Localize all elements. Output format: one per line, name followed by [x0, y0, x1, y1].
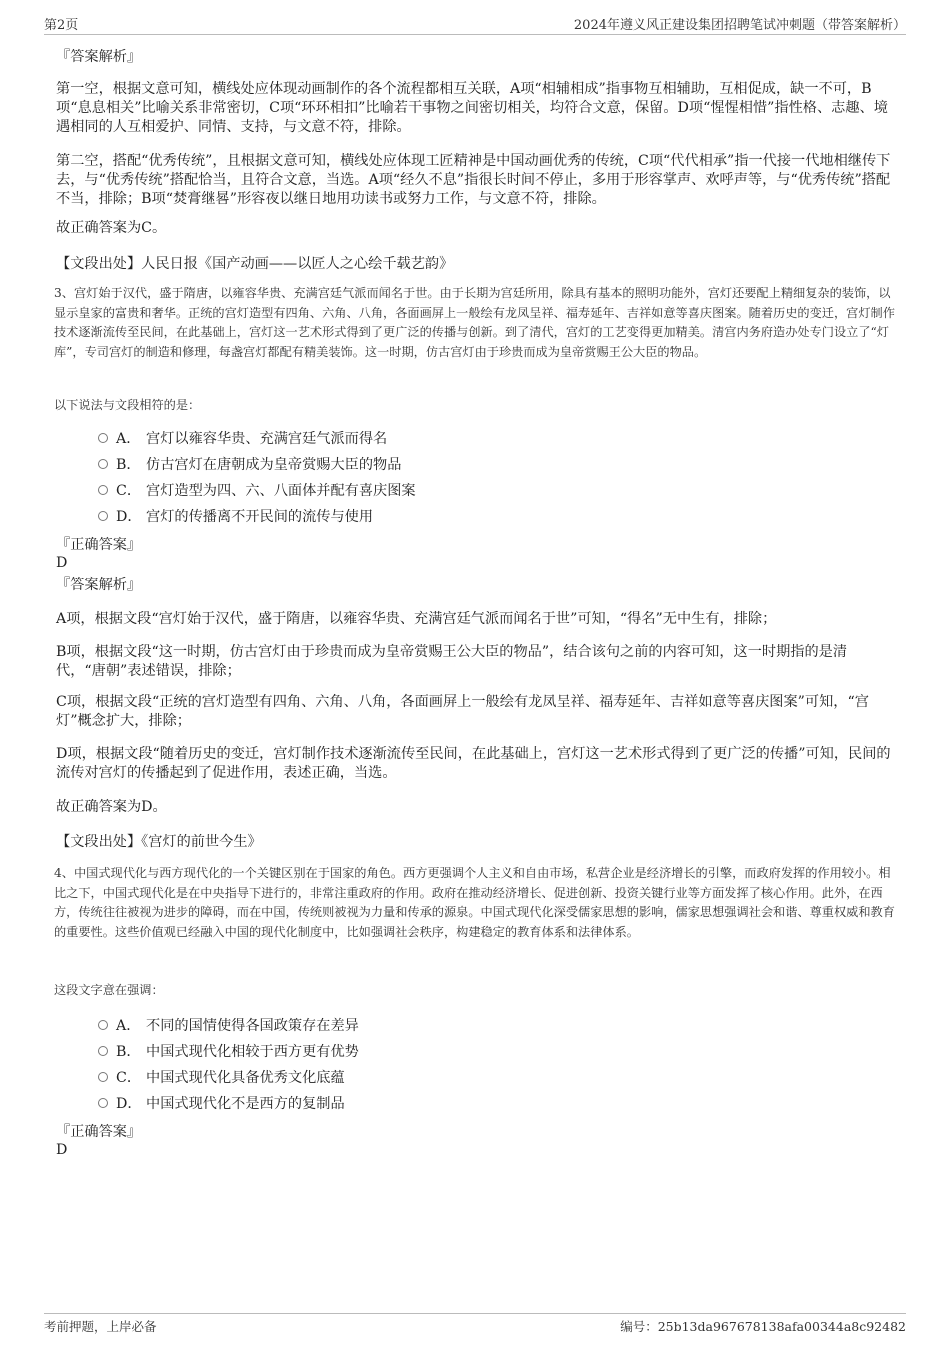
q3-option-d[interactable]: D． 宫灯的传播离不开民间的流传与使用 — [98, 507, 373, 527]
q2-analysis-heading: 『答案解析』 — [56, 49, 142, 65]
q3-passage: 3、宫灯始于汉代，盛于隋唐，以雍容华贵、充满宫廷气派而闻名于世。由于长期为宫廷所用，除具有基本的照明功能外，宫灯还要配上精细复杂的装饰，以显示皇家的富贵和奢华。正统的宫灯造型有四角、六角、八角，各面画屏上一般绘有龙凤呈祥、福寿延年、吉祥如意等喜庆图案。随着历史的变迁，宫灯制作技术逐渐流传至民间，在此基础上，宫灯这一艺术形式得到了更广泛的传播与创新。到了清代，宫灯的工艺变得更加精美。清宫内务府造办处专门设立了“灯库”，专司宫灯的制造和修理，每盏宫灯都配有精美装饰。这一时期，仿古宫灯由于珍贵而成为皇帝赏赐王公大臣的物品。 — [54, 286, 895, 359]
q4-passage: 4、中国式现代化与西方现代化的一个关键区别在于国家的角色。西方更强调个人主义和自由市场，私营企业是经济增长的引擎，而政府发挥的作用较小。相比之下，中国式现代化是在中央指导下进行的，非常注重政府的作用。政府在推动经济增长、促进创新、投资关键行业等方面发挥了核心作用。此外，在西方，传统往往被视为进步的障碍，而在中国，传统则被视为力量和传承的源泉。中国式现代化深受儒家思想的影响，儒家思想强调社会和谐、尊重权威和教育的重要性。这些价值观已经融入中国的现代化制度中，比如强调社会秩序，构建稳定的教育体系和法律体系。 — [54, 866, 895, 939]
radio-icon[interactable] — [98, 485, 108, 495]
radio-icon[interactable] — [98, 1020, 108, 1030]
q4-prompt: 这段文字意在强调： — [54, 983, 164, 997]
q2-analysis-p1: 第一空，根据文意可知，横线处应体现动画制作的各个流程都相互关联，A项“相辅相成”指事物互相辅助，互相促成，缺一不可，B项“息息相关”比喻关系非常密切，C项“环环相扣”比喻若干事物之间密切相关，均符合文意，保留。D项“惺惺相惜”指性格、志趣、境遇相同的人互相爱护、同情、支持，与文意不符，排除。 — [56, 81, 888, 135]
q3-answer: 故正确答案为D。 — [56, 799, 167, 815]
radio-icon[interactable] — [98, 459, 108, 469]
q2-answer: 故正确答案为C。 — [56, 220, 167, 236]
q3-option-a[interactable]: A． 宫灯以雍容华贵、充满宫廷气派而得名 — [98, 429, 387, 449]
document-title: 2024年遵义风正建设集团招聘笔试冲刺题（带答案解析） — [573, 18, 906, 33]
q3-option-b[interactable]: B． 仿古宫灯在唐朝成为皇帝赏赐大臣的物品 — [98, 455, 401, 475]
q4-option-b[interactable]: B． 中国式现代化相较于西方更有优势 — [98, 1042, 359, 1062]
radio-icon[interactable] — [98, 1072, 108, 1082]
q4-correct-label: 『正确答案』 — [56, 1124, 142, 1140]
q3-source: 【文段出处】《宫灯的前世今生》 — [56, 834, 262, 850]
q4-correct-answer: D — [56, 1142, 68, 1158]
page-header — [44, 14, 906, 35]
q3-analysis-b: B项，根据文段“这一时期，仿古宫灯由于珍贵而成为皇帝赏赐王公大臣的物品”，结合该句之前的内容可知，这一时期指的是清代，“唐朝”表述错误，排除； — [56, 644, 848, 679]
radio-icon[interactable] — [98, 1046, 108, 1056]
radio-icon[interactable] — [98, 433, 108, 443]
q3-analysis-d: D项，根据文段“随着历史的变迁，宫灯制作技术逐渐流传至民间，在此基础上，宫灯这一艺术形式得到了更广泛的传播”可知，民间的流传对宫灯的传播起到了促进作用，表述正确，当选。 — [56, 746, 891, 781]
q4-option-d[interactable]: D． 中国式现代化不是西方的复制品 — [98, 1094, 345, 1114]
q3-analysis-c: C项，根据文段“正统的宫灯造型有四角、六角、八角，各面画屏上一般绘有龙凤呈祥、福寿延年、吉祥如意等喜庆图案”可知，“宫灯”概念扩大，排除； — [56, 694, 869, 729]
q3-prompt: 以下说法与文段相符的是： — [54, 398, 201, 412]
q2-source: 【文段出处】人民日报《国产动画——以匠人之心绘千载艺韵》 — [56, 256, 454, 272]
page-number: 第2页 — [44, 18, 79, 33]
q4-option-c[interactable]: C． 中国式现代化具备优秀文化底蕴 — [98, 1068, 345, 1088]
q3-correct-label: 『正确答案』 — [56, 537, 142, 553]
document-id: 编号：25b13da967678138afa00344a8c92482 — [620, 1319, 906, 1334]
q4-option-a[interactable]: A． 不同的国情使得各国政策存在差异 — [98, 1016, 359, 1036]
radio-icon[interactable] — [98, 511, 108, 521]
q3-analysis-heading: 『答案解析』 — [56, 577, 142, 593]
q3-correct-answer: D — [56, 555, 68, 571]
page-footer — [44, 1313, 906, 1337]
footer-slogan: 考前押题，上岸必备 — [44, 1319, 157, 1334]
radio-icon[interactable] — [98, 1098, 108, 1108]
q3-analysis-a: A项，根据文段“宫灯始于汉代，盛于隋唐，以雍容华贵、充满宫廷气派而闻名于世”可知，“得名”无中生有，排除； — [56, 611, 777, 627]
q3-option-c[interactable]: C． 宫灯造型为四、六、八面体并配有喜庆图案 — [98, 481, 416, 501]
q2-analysis-p2: 第二空，搭配“优秀传统”，且根据文意可知，横线处应体现工匠精神是中国动画优秀的传统，C项“代代相承”指一代接一代地相继传下去，与“优秀传统”搭配恰当，且符合文意，当选。A项“经久不息”指很长时间不停止，多用于形容掌声、欢呼声等，与“优秀传统”搭配不当，排除；B项“焚膏继晷”形容夜以继日地用功读书或努力工作，与文意不符，排除。 — [56, 153, 891, 207]
